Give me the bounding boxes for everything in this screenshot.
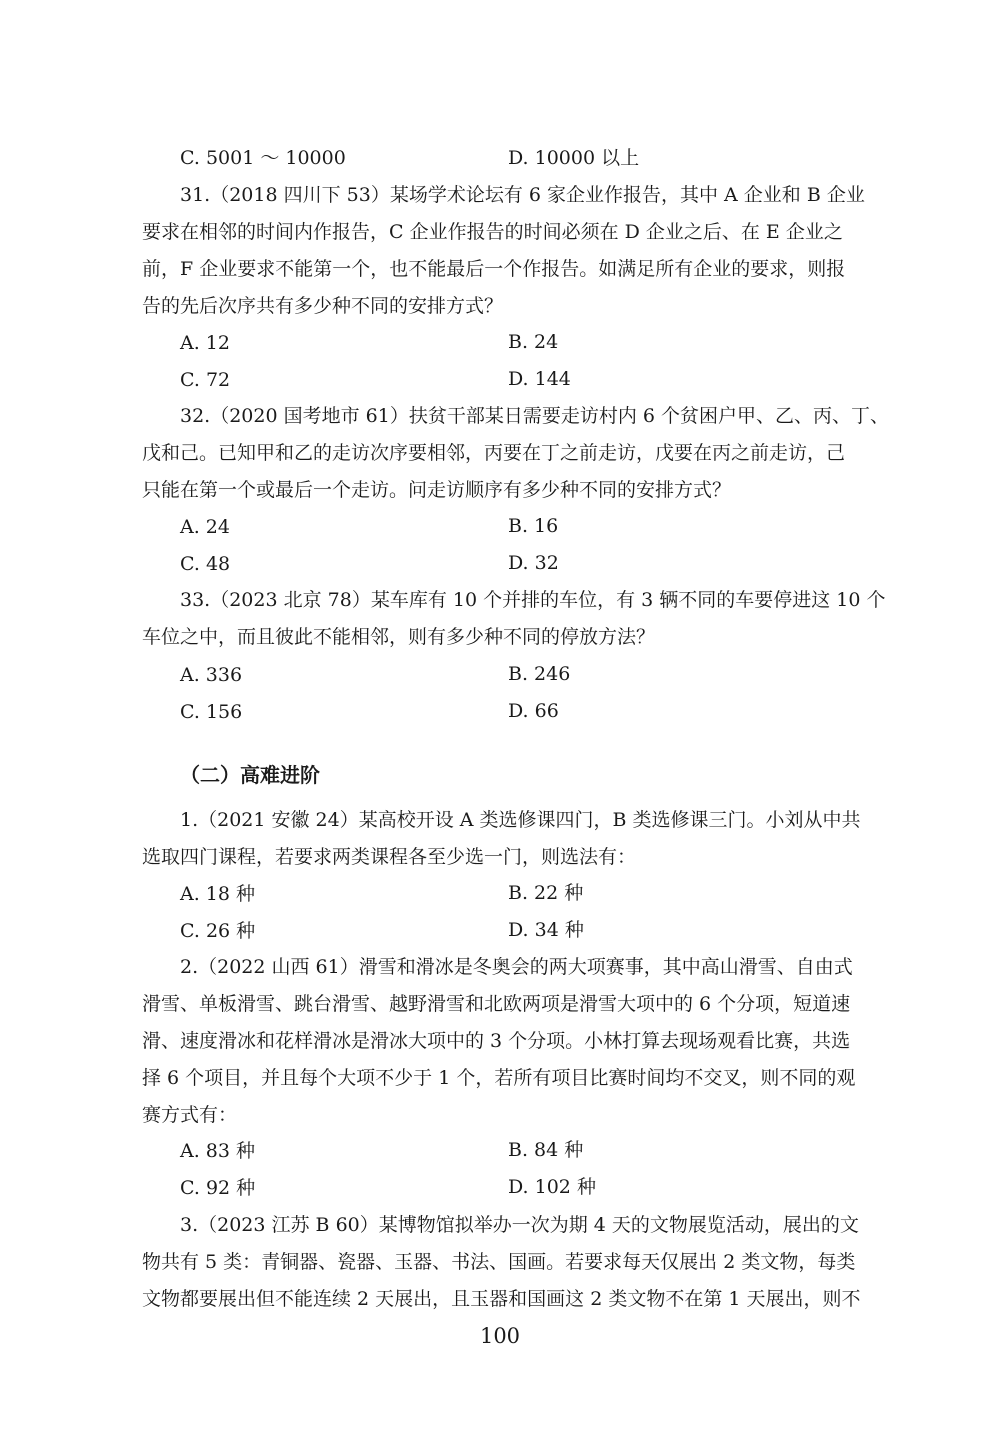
question-h2-line: 2.（2022 山西 61）滑雪和滑冰是冬奥会的两大项赛事，其中高山滑雪、自由式: [180, 956, 853, 978]
question-h3-line: 文物都要展出但不能连续 2 天展出，且玉器和国画这 2 类文物不在第 1 天展出，则不: [142, 1288, 861, 1310]
option-c: C. 92 种: [180, 1177, 256, 1199]
option-d: D. 34 种: [508, 919, 584, 941]
page-number: 100: [479, 1324, 521, 1348]
question-h1-line: 1.（2021 安徽 24）某高校开设 A 类选修课四门，B 类选修课三门。小刘从中共: [180, 809, 861, 831]
question-h3-line: 3.（2023 江苏 B 60）某博物馆拟举办一次为期 4 天的文物展览活动，展出的文: [180, 1214, 859, 1236]
question-h1-line: 选取四门课程，若要求两类课程各至少选一门，则选法有：: [142, 846, 637, 868]
section-heading: （二）高难进阶: [180, 763, 320, 787]
question-33-line: 33.（2023 北京 78）某车库有 10 个并排的车位，有 3 辆不同的车要停进这 10 个: [180, 589, 886, 611]
option-a: A. 24: [180, 516, 230, 538]
question-31-line: 31.（2018 四川下 53）某场学术论坛有 6 家企业作报告，其中 A 企业和 B 企业: [180, 184, 865, 206]
option-a: A. 83 种: [180, 1140, 256, 1162]
option-b: B. 22 种: [508, 882, 584, 904]
question-h2-line: 赛方式有：: [142, 1104, 238, 1126]
question-h2-line: 择 6 个项目，并且每个大项不少于 1 个，若所有项目比赛时间均不交叉，则不同的观: [142, 1067, 856, 1089]
option-b: B. 24: [508, 331, 559, 353]
question-32-line: 32.（2020 国考地市 61）扶贫干部某日需要走访村内 6 个贫困户甲、乙、丙、丁、: [180, 405, 889, 427]
question-33-line: 车位之中，而且彼此不能相邻，则有多少种不同的停放方法？: [142, 626, 656, 648]
question-h3-line: 物共有 5 类：青铜器、瓷器、玉器、书法、国画。若要求每天仅展出 2 类文物，每类: [142, 1251, 856, 1273]
option-b: B. 84 种: [508, 1139, 584, 1161]
option-a: A. 336: [180, 664, 243, 686]
option-d: D. 102 种: [508, 1176, 596, 1198]
question-32-line: 戊和己。已知甲和乙的走访次序要相邻，丙要在丁之前走访，戊要在丙之前走访，己: [142, 442, 846, 464]
option-c: C. 26 种: [180, 920, 256, 942]
option-c: C. 156: [180, 701, 243, 723]
question-31-line: 要求在相邻的时间内作报告，C 企业作报告的时间必须在 D 企业之后、在 E 企业之: [142, 221, 843, 243]
option-c: C. 72: [180, 369, 231, 391]
question-31-line: 前，F 企业要求不能第一个，也不能最后一个作报告。如满足所有企业的要求，则报: [142, 258, 846, 280]
option-c: C. 5001 ～ 10000: [180, 147, 346, 169]
option-b: B. 246: [508, 663, 571, 685]
option-d: D. 10000 以上: [508, 147, 640, 169]
option-c: C. 48: [180, 553, 231, 575]
option-a: A. 18 种: [180, 883, 256, 905]
option-d: D. 32: [508, 552, 559, 574]
question-32-line: 只能在第一个或最后一个走访。问走访顺序有多少种不同的安排方式？: [142, 479, 732, 501]
option-a: A. 12: [180, 332, 230, 354]
option-b: B. 16: [508, 515, 559, 537]
option-d: D. 144: [508, 368, 571, 390]
question-h2-line: 滑、速度滑冰和花样滑冰是滑冰大项中的 3 个分项。小林打算去现场观看比赛，共选: [142, 1030, 851, 1052]
question-h2-line: 滑雪、单板滑雪、跳台滑雪、越野滑雪和北欧两项是滑雪大项中的 6 个分项，短道速: [142, 993, 851, 1015]
question-31-line: 告的先后次序共有多少种不同的安排方式？: [142, 295, 504, 317]
option-d: D. 66: [508, 700, 559, 722]
